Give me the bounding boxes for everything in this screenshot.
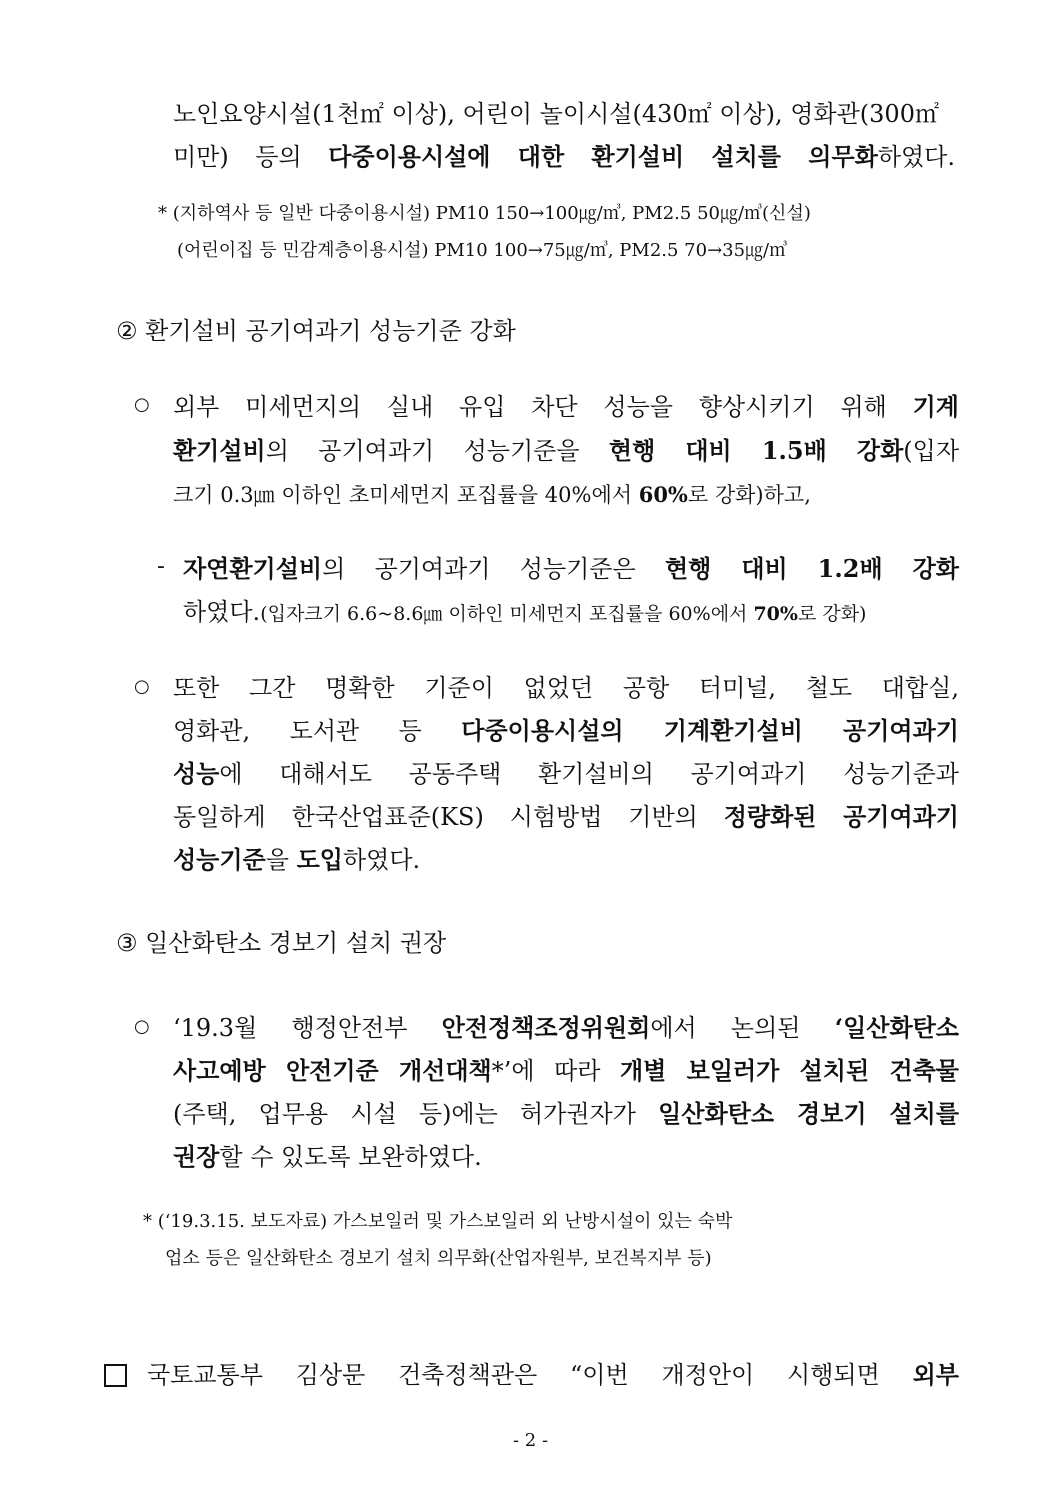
text: 하였다. (342, 846, 421, 874)
s2-b2-line-5 (173, 843, 420, 877)
emphasis: 성능기준 (173, 845, 266, 874)
s2-b2-line-3 (173, 757, 959, 791)
text: 하였다. (183, 598, 261, 626)
emphasis: 일산화탄소 경보기 설치를 (658, 1099, 960, 1128)
section-heading-text: ② 환기설비 공기여과기 성능기준 강화 (116, 317, 516, 345)
emphasis: 기계 (912, 392, 959, 421)
closing-line-1 (147, 1358, 959, 1392)
page-number: - 2 - (512, 1430, 549, 1451)
text: 크기 0.3㎛ 이하인 초미세먼지 포집률을 40%에서 (173, 483, 639, 507)
emphasis: 사고예방 안전기준 개선대책 (173, 1056, 492, 1085)
emphasis: ‘일산화탄소 (834, 1013, 959, 1042)
text: 외부 미세먼지의 실내 유입 차단 성능을 향상시키기 위해 (173, 393, 913, 421)
checkbox-square-icon (104, 1364, 127, 1387)
emphasis: 권장 (173, 1142, 220, 1171)
emphasis: 자연환기설비 (183, 554, 323, 583)
s2-b2-line-2 (173, 714, 959, 748)
s3-note-2 (165, 1245, 955, 1273)
intro-emphasis: 다중이용시설에 대한 환기설비 설치를 의무화 (328, 142, 878, 171)
s3-b1-line-1 (173, 1011, 959, 1045)
text: *’에 따라 (491, 1057, 620, 1085)
bullet-circle: ○ (134, 676, 150, 697)
emphasis: 환기설비 (173, 436, 266, 465)
text: 로 강화)하고, (687, 483, 811, 507)
intro-line-1 (173, 97, 959, 131)
note-text: (어린이집 등 민감계층이용시설) PM10 100→75㎍/㎥, PM2.5 70→35㎍/㎥ (177, 240, 788, 261)
s2-d1-line-1 (183, 552, 959, 586)
text: 할 수 있도록 보완하였다. (219, 1143, 482, 1171)
s2-d1-line-2 (183, 595, 866, 631)
intro-line-2 (173, 140, 955, 174)
intro-text-end: 하였다. (877, 143, 955, 171)
emphasis: 정량화된 공기여과기 (723, 802, 959, 831)
emphasis: 안전정책조정위원회 (441, 1013, 651, 1042)
section-2-heading (116, 314, 516, 348)
intro-note-1 (158, 200, 958, 228)
bullet-circle: ○ (134, 394, 150, 415)
emphasis: 현행 대비 1.2배 강화 (664, 554, 959, 583)
text: 을 (265, 846, 297, 874)
s3-b1-line-2 (173, 1054, 959, 1088)
emphasis: 개별 보일러가 설치된 건축물 (620, 1056, 959, 1085)
text: (입자 (903, 437, 959, 465)
s2-b2-line-4 (173, 800, 959, 834)
note-text: (‘19.3.15. 보도자료) 가스보일러 및 가스보일러 외 난방시설이 있는 숙박 (157, 1211, 733, 1232)
s3-note-1 (143, 1208, 958, 1236)
note-marker: * (143, 1211, 152, 1232)
text: 에서 논의된 (650, 1014, 835, 1042)
emphasis: 성능 (173, 759, 220, 788)
bullet-circle: ○ (134, 1016, 150, 1037)
note-text: (지하역사 등 일반 다중이용시설) PM10 150→100㎍/㎥, PM2.5 50㎍/㎥(신설) (172, 203, 811, 224)
text: ‘19.3월 행정안전부 (173, 1014, 442, 1042)
text: 또한 그간 명확한 기준이 없었던 공항 터미널, 철도 대합실, (173, 674, 959, 702)
text-small: 로 강화) (797, 603, 867, 625)
intro-line-1-text: 노인요양시설(1천㎡ 이상), 어린이 놀이시설(430㎡ 이상), 영화관(300㎡ (173, 100, 939, 128)
s2-b2-line-1 (173, 671, 959, 705)
text-small: (입자크기 6.6~8.6㎛ 이하인 미세먼지 포집률을 60%에서 (260, 603, 754, 625)
s3-b1-line-4 (173, 1140, 482, 1174)
intro-text: 미만) 등의 (173, 143, 329, 171)
emphasis: 도입 (296, 845, 343, 874)
emphasis: 외부 (912, 1360, 959, 1389)
text: 동일하게 한국산업표준(KS) 시험방법 기반의 (173, 803, 724, 831)
text: (주택, 업무용 시설 등)에는 허가권자가 (173, 1100, 659, 1128)
emphasis: 현행 대비 1.5배 강화 (608, 436, 904, 465)
s3-b1-line-3 (173, 1097, 959, 1131)
s2-b1-line-1 (173, 390, 959, 424)
text: 국토교통부 김상문 건축정책관은 “이번 개정안이 시행되면 (147, 1361, 913, 1389)
s2-b1-line-2 (173, 434, 959, 468)
note-marker: * (158, 203, 167, 224)
section-3-heading (116, 926, 446, 960)
text: 의 공기여과기 성능기준은 (322, 555, 665, 583)
note-text: 업소 등은 일산화탄소 경보기 설치 의무화(산업자원부, 보건복지부 등) (165, 1248, 712, 1269)
text: 의 공기여과기 성능기준을 (265, 437, 609, 465)
emphasis: 70% (753, 603, 798, 625)
intro-note-2 (177, 237, 957, 265)
emphasis: 60% (638, 482, 688, 507)
section-heading-text: ③ 일산화탄소 경보기 설치 권장 (116, 929, 447, 957)
text: 에 대해서도 공동주택 환기설비의 공기여과기 성능기준과 (219, 760, 959, 788)
text: 영화관, 도서관 등 (173, 717, 462, 745)
emphasis: 다중이용시설의 기계환기설비 공기여과기 (461, 716, 959, 745)
s2-b1-line-3 (173, 478, 811, 512)
dash-marker: - (157, 554, 165, 579)
